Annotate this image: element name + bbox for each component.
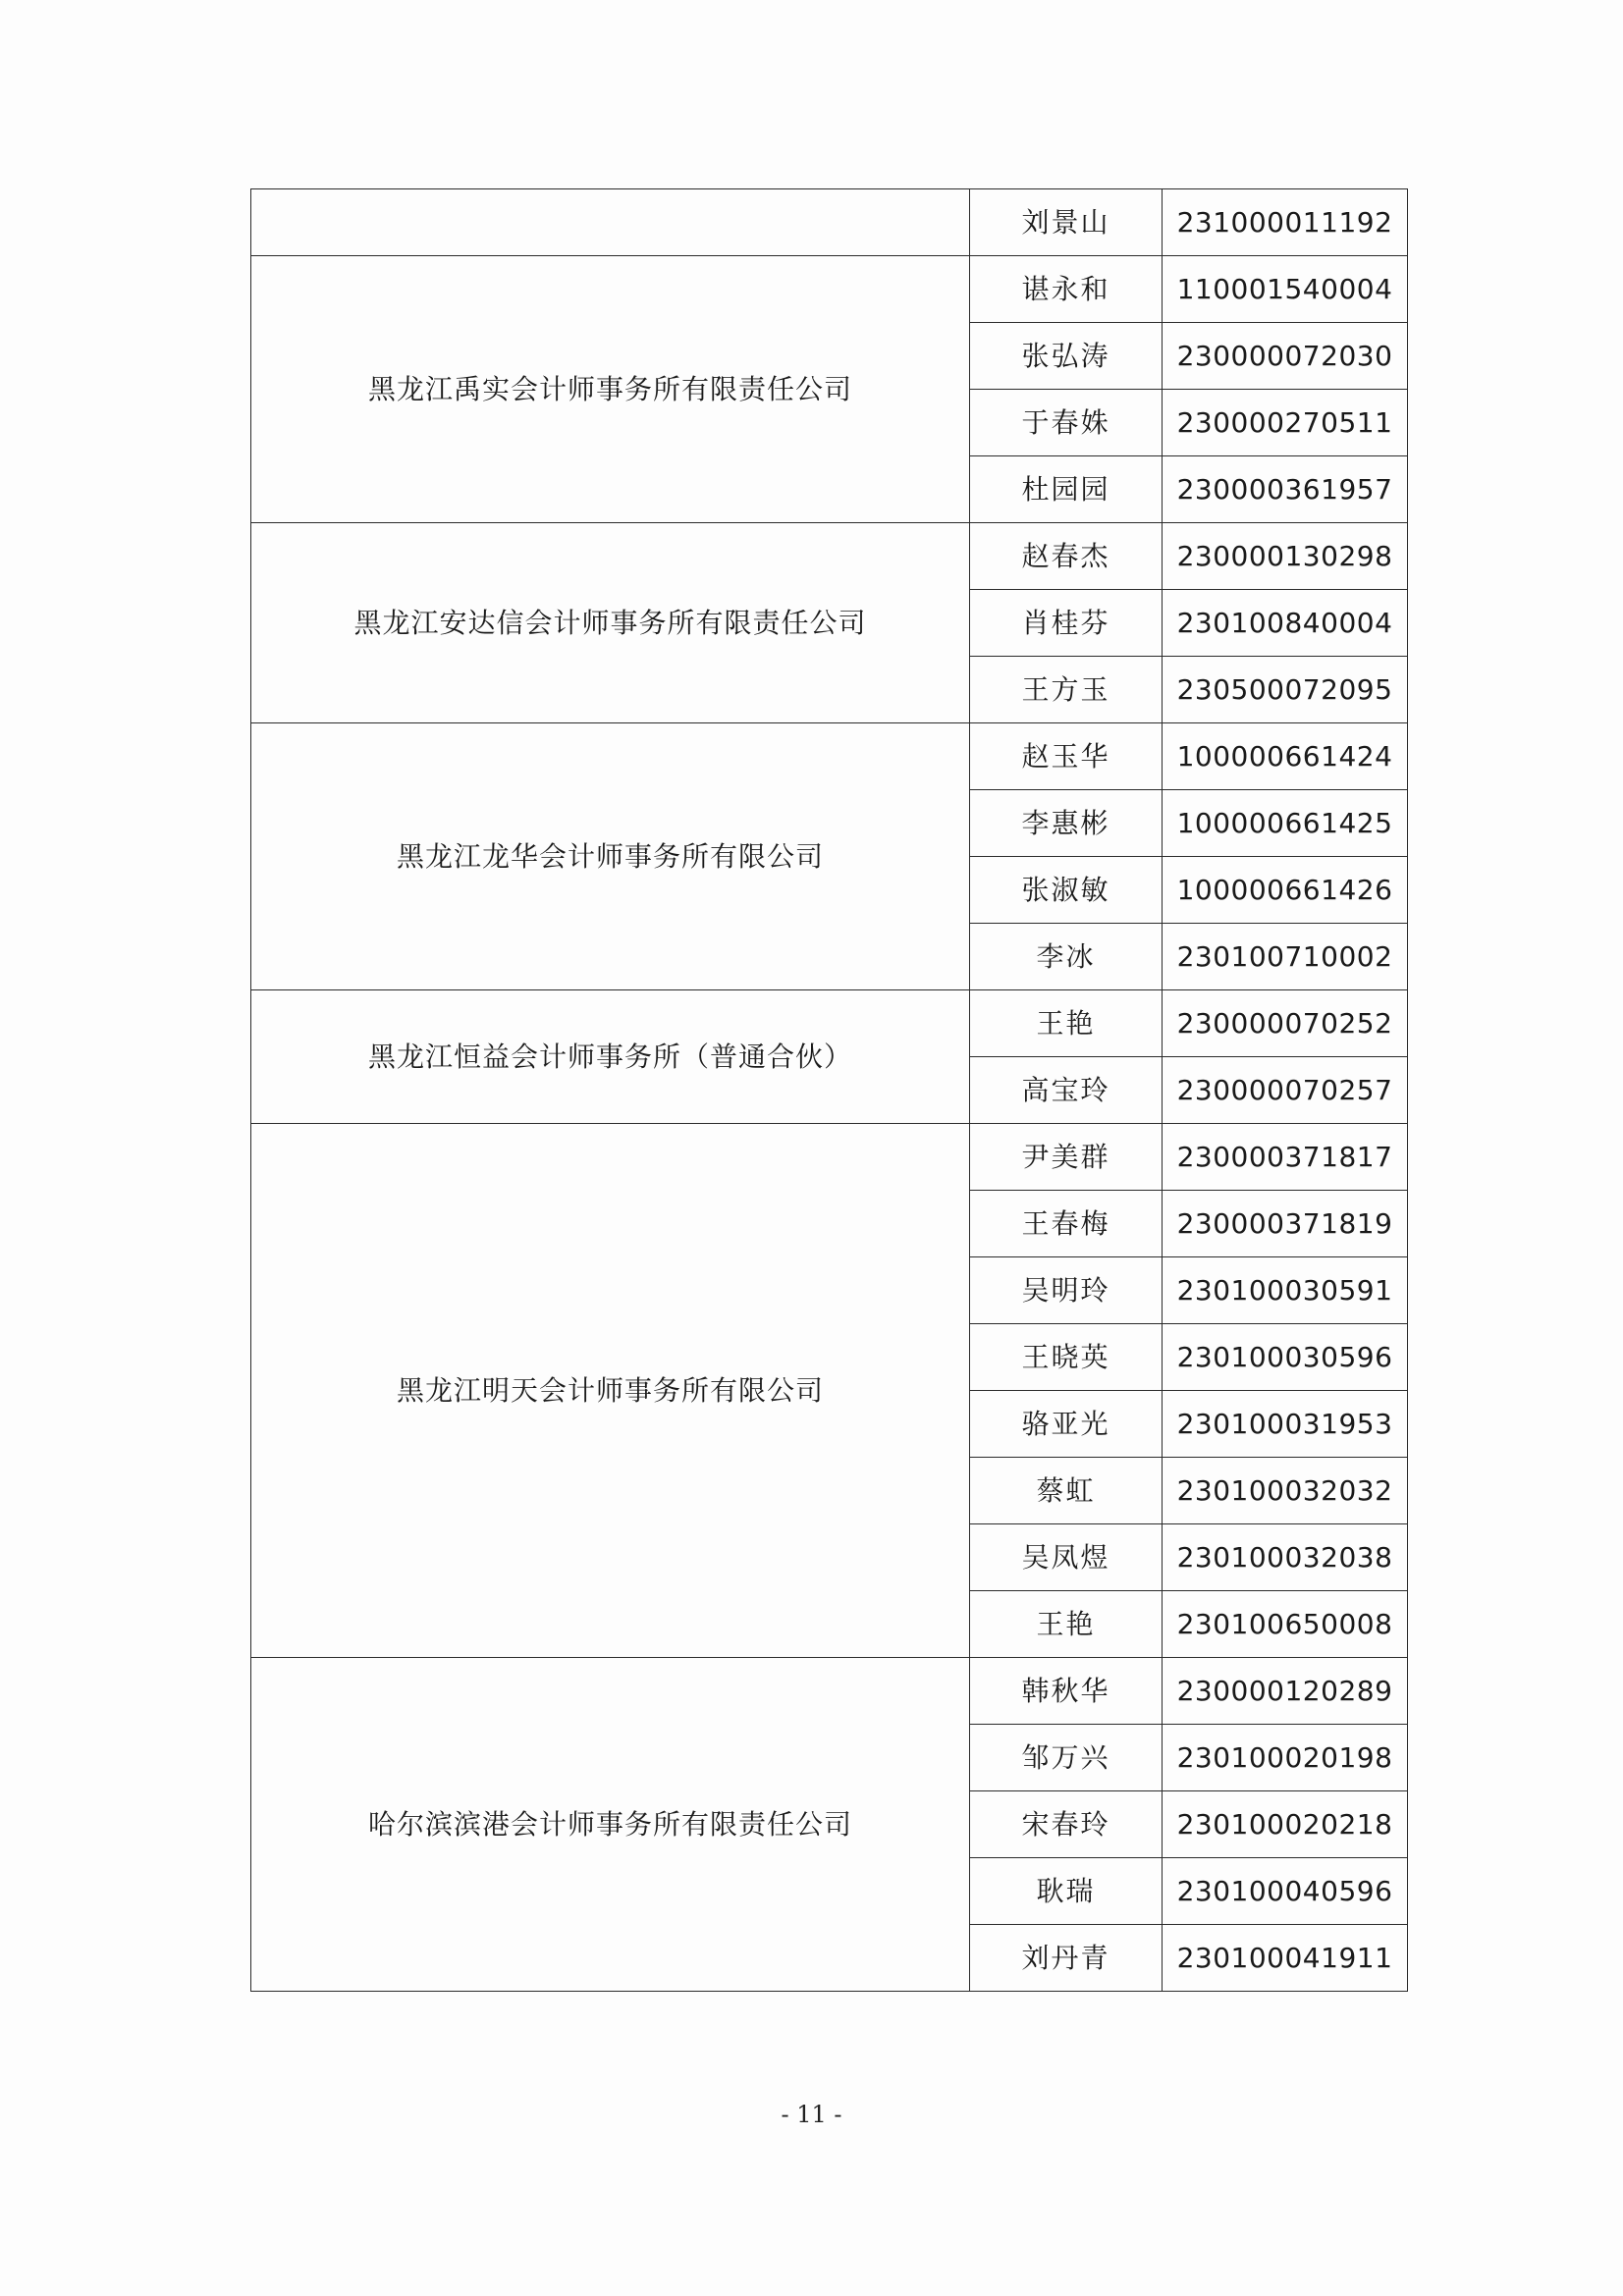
certificate-number-cell: 230000371817 <box>1163 1124 1408 1191</box>
member-name-cell: 邹万兴 <box>970 1725 1163 1791</box>
table-row <box>251 523 1408 590</box>
firm-name-cell: 黑龙江禹实会计师事务所有限责任公司 <box>251 256 970 523</box>
member-name-cell: 高宝玲 <box>970 1057 1163 1124</box>
table-row <box>251 1658 1408 1725</box>
firm-name-cell: 黑龙江龙华会计师事务所有限公司 <box>251 723 970 990</box>
member-name-cell: 王艳 <box>970 1591 1163 1658</box>
member-name-cell: 刘丹青 <box>970 1925 1163 1992</box>
certificate-number-cell: 230000120289 <box>1163 1658 1408 1725</box>
table-row <box>251 990 1408 1057</box>
certificate-number-cell: 230100040596 <box>1163 1858 1408 1925</box>
member-name-cell: 张弘涛 <box>970 323 1163 390</box>
certificate-number-cell: 230000371819 <box>1163 1191 1408 1257</box>
firm-name-cell: 黑龙江安达信会计师事务所有限责任公司 <box>251 523 970 723</box>
member-name-cell: 王方玉 <box>970 657 1163 723</box>
certificate-number-cell: 100000661426 <box>1163 857 1408 924</box>
roster-body <box>251 189 1408 1992</box>
certificate-number-cell: 100000661425 <box>1163 790 1408 857</box>
member-name-cell: 耿瑞 <box>970 1858 1163 1925</box>
certificate-number-cell: 100000661424 <box>1163 723 1408 790</box>
table-row <box>251 1124 1408 1191</box>
member-name-cell: 赵春杰 <box>970 523 1163 590</box>
certificate-number-cell: 230100041911 <box>1163 1925 1408 1992</box>
certificate-number-cell: 230000270511 <box>1163 390 1408 456</box>
member-name-cell: 蔡虹 <box>970 1458 1163 1524</box>
certificate-number-cell: 230100710002 <box>1163 924 1408 990</box>
member-name-cell: 李冰 <box>970 924 1163 990</box>
certificate-number-cell: 230000361957 <box>1163 456 1408 523</box>
firm-name-cell: 黑龙江明天会计师事务所有限公司 <box>251 1124 970 1658</box>
member-name-cell: 杜园园 <box>970 456 1163 523</box>
member-name-cell: 刘景山 <box>970 189 1163 256</box>
member-name-cell: 王艳 <box>970 990 1163 1057</box>
member-name-cell: 谌永和 <box>970 256 1163 323</box>
certificate-number-cell: 230100030591 <box>1163 1257 1408 1324</box>
member-name-cell: 张淑敏 <box>970 857 1163 924</box>
firm-name-cell <box>251 189 970 256</box>
member-name-cell: 吴明玲 <box>970 1257 1163 1324</box>
member-name-cell: 骆亚光 <box>970 1391 1163 1458</box>
member-name-cell: 王晓英 <box>970 1324 1163 1391</box>
accountant-roster-table <box>250 188 1408 1992</box>
member-name-cell: 李惠彬 <box>970 790 1163 857</box>
table-row <box>251 723 1408 790</box>
certificate-number-cell: 230100032038 <box>1163 1524 1408 1591</box>
page-number: - 11 - <box>781 2101 842 2128</box>
member-name-cell: 吴凤煜 <box>970 1524 1163 1591</box>
certificate-number-cell: 230000072030 <box>1163 323 1408 390</box>
certificate-number-cell: 230100032032 <box>1163 1458 1408 1524</box>
firm-name-cell: 哈尔滨滨港会计师事务所有限责任公司 <box>251 1658 970 1992</box>
certificate-number-cell: 230500072095 <box>1163 657 1408 723</box>
certificate-number-cell: 230100650008 <box>1163 1591 1408 1658</box>
member-name-cell: 肖桂芬 <box>970 590 1163 657</box>
certificate-number-cell: 230000070257 <box>1163 1057 1408 1124</box>
member-name-cell: 韩秋华 <box>970 1658 1163 1725</box>
member-name-cell: 尹美群 <box>970 1124 1163 1191</box>
member-name-cell: 于春姝 <box>970 390 1163 456</box>
member-name-cell: 宋春玲 <box>970 1791 1163 1858</box>
certificate-number-cell: 230000130298 <box>1163 523 1408 590</box>
certificate-number-cell: 230100840004 <box>1163 590 1408 657</box>
certificate-number-cell: 110001540004 <box>1163 256 1408 323</box>
firm-name-cell: 黑龙江恒益会计师事务所（普通合伙） <box>251 990 970 1124</box>
certificate-number-cell: 230100020198 <box>1163 1725 1408 1791</box>
certificate-number-cell: 230100020218 <box>1163 1791 1408 1858</box>
certificate-number-cell: 230100031953 <box>1163 1391 1408 1458</box>
member-name-cell: 王春梅 <box>970 1191 1163 1257</box>
certificate-number-cell: 230000070252 <box>1163 990 1408 1057</box>
certificate-number-cell: 230100030596 <box>1163 1324 1408 1391</box>
table-row <box>251 256 1408 323</box>
certificate-number-cell: 231000011192 <box>1163 189 1408 256</box>
member-name-cell: 赵玉华 <box>970 723 1163 790</box>
table-row <box>251 189 1408 256</box>
